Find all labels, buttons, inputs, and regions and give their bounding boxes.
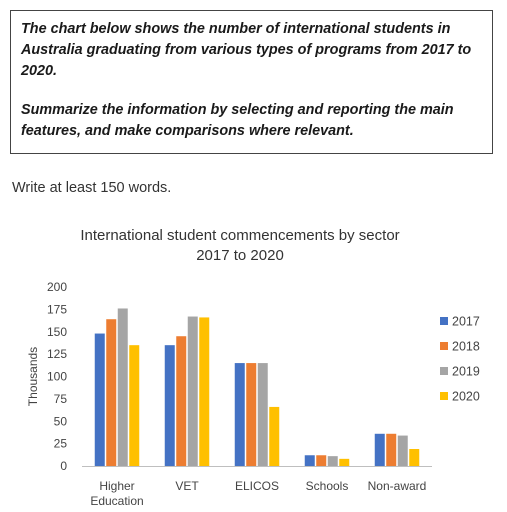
y-tick-label: 50 [53, 414, 67, 429]
x-tick-label: ELICOS [234, 479, 280, 493]
bar-2019 [118, 308, 128, 466]
task-description: The chart below shows the number of international students in Australia graduating from various types of programs from 2017 to 2020. [21, 21, 472, 79]
legend-label: 2018 [452, 339, 480, 354]
bar-2020 [199, 317, 209, 466]
legend-label: 2019 [452, 364, 480, 379]
y-tick-label: 0 [60, 459, 67, 473]
bar-2018 [176, 336, 186, 466]
x-tick-label: Non-award [367, 479, 427, 493]
legend-swatch-2017 [440, 317, 448, 325]
bar-2017 [375, 434, 385, 466]
bar-2018 [246, 363, 256, 466]
y-tick-label: 150 [46, 324, 67, 339]
y-tick-label: 125 [46, 347, 67, 362]
bar-2019 [328, 456, 338, 466]
bar-2017 [95, 334, 105, 466]
legend-swatch-2019 [440, 367, 448, 375]
bar-2020 [339, 459, 349, 466]
legend-swatch-2020 [440, 392, 448, 400]
y-axis-label: Thousands [26, 346, 40, 407]
bar-2020 [409, 449, 419, 466]
y-tick-label: 75 [53, 391, 67, 406]
bar-2019 [398, 436, 408, 466]
bar-2017 [235, 363, 245, 466]
bar-2020 [269, 407, 279, 466]
word-count-instruction: Write at least 150 words. [12, 180, 172, 196]
x-tick-label: Education [90, 494, 144, 508]
legend-label: 2020 [452, 389, 480, 404]
legend-swatch-2018 [440, 342, 448, 350]
bar-2017 [165, 345, 175, 466]
bar-2020 [129, 345, 139, 466]
bar-2018 [316, 455, 326, 466]
y-tick-label: 200 [46, 280, 67, 294]
chart-subtitle: 2017 to 2020 [196, 247, 284, 264]
y-tick-label: 100 [46, 369, 67, 384]
bar-2017 [305, 455, 315, 466]
chart-title: International student commencements by sector [80, 227, 400, 244]
x-tick-label: Schools [305, 479, 349, 493]
legend-label: 2017 [452, 314, 480, 329]
bar-2019 [258, 363, 268, 466]
bar-2018 [106, 319, 116, 466]
bar-2018 [386, 434, 396, 466]
task-instruction: Summarize the information by selecting and reporting the main features, and make comparisons where relevant. [21, 102, 454, 139]
x-tick-label: Higher [99, 479, 135, 493]
x-tick-label: VET [175, 479, 199, 493]
y-tick-label: 25 [53, 436, 67, 451]
y-tick-label: 175 [46, 302, 67, 317]
bar-2019 [188, 317, 198, 466]
